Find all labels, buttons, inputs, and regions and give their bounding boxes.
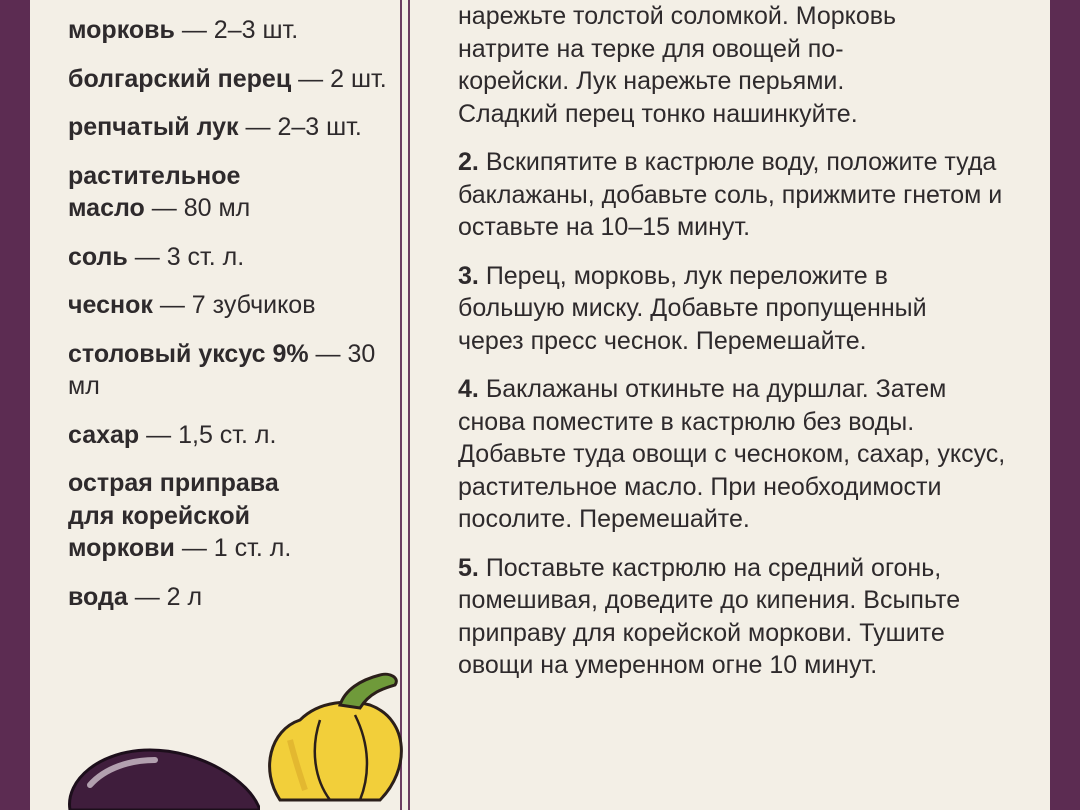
ingredient-item xyxy=(68,467,318,565)
ingredient-amount: — 1,5 ст. л. xyxy=(146,420,277,449)
ingredient-item xyxy=(68,63,388,96)
ingredient-amount: — 1 ст. л. xyxy=(181,534,292,562)
ingredient-name: репчатый лук xyxy=(68,113,239,141)
ingredient-amount: — 2 шт. xyxy=(298,64,387,93)
ingredient-amount: — 3 ст. л. xyxy=(134,242,245,271)
step-number: 4. xyxy=(458,375,479,403)
ingredient-item xyxy=(68,111,388,144)
step-item xyxy=(458,0,928,130)
ingredient-name: болгарский перец xyxy=(68,64,292,93)
step-number: 2. xyxy=(458,148,479,176)
ingredient-amount: — 2 л xyxy=(134,582,203,611)
step-item xyxy=(458,373,1008,536)
recipe-card xyxy=(30,0,1050,810)
ingredient-name: сахар xyxy=(68,420,140,449)
step-text: Перец, морковь, лук переложите в большую миску. Добавьте пропущенный через пресс чеснок. Перемешайте. xyxy=(458,261,927,355)
step-item xyxy=(458,146,1008,244)
step-text: нарежьте толстой соломкой. Морковь натрите на терке для овощей по-корейски. Лук нарежьте перьями. Сладкий перец тонко нашинкуйте. xyxy=(458,2,897,128)
step-text: Вскипятите в кастрюле воду, положите туда баклажаны, добавьте соль, прижмите гнетом и оставьте на 10–15 минут. xyxy=(458,148,1003,241)
ingredient-name: острая приправа для корейской моркови xyxy=(68,469,279,562)
ingredient-amount: — 7 зубчиков xyxy=(159,291,316,319)
bell-pepper-illustration xyxy=(260,660,420,810)
eggplant-illustration xyxy=(60,740,260,810)
ingredient-item xyxy=(68,338,388,403)
step-text: Поставьте кастрюлю на средний огонь, помешивая, доведите до кипения. Всыпьте приправу для корейской моркови. Тушите овощи на умеренном огне 10 минут. xyxy=(458,553,961,679)
ingredient-item xyxy=(68,241,388,274)
steps-list xyxy=(458,0,1028,698)
ingredient-amount: — 30 мл xyxy=(68,339,376,400)
step-item xyxy=(458,552,1018,682)
step-text: Баклажаны откиньте на дуршлаг. Затем снова поместите в кастрюлю без воды. Добавьте туда овощи с чесноком, сахар, уксус, растительное масло. При необходимости посолите. Перемешайте. xyxy=(458,375,1006,533)
step-number: 5. xyxy=(458,553,479,582)
ingredient-name: соль xyxy=(68,242,128,271)
ingredients-list xyxy=(68,14,388,629)
step-item xyxy=(458,260,938,358)
ingredient-item xyxy=(68,289,388,322)
step-number: 3. xyxy=(458,261,479,290)
ingredient-name: чеснок xyxy=(68,291,153,319)
ingredient-amount: — 2–3 шт. xyxy=(181,16,299,44)
ingredient-item xyxy=(68,419,388,452)
ingredient-amount: — 80 мл xyxy=(151,194,251,222)
ingredient-item xyxy=(68,14,388,47)
ingredient-name: морковь xyxy=(68,16,175,44)
ingredient-name: растительное масло xyxy=(68,161,241,222)
ingredient-name: вода xyxy=(68,582,128,611)
ingredient-amount: — 2–3 шт. xyxy=(245,113,362,141)
ingredient-item xyxy=(68,581,388,614)
ingredient-item xyxy=(68,160,288,225)
ingredient-name: столовый уксус 9% xyxy=(68,339,309,368)
